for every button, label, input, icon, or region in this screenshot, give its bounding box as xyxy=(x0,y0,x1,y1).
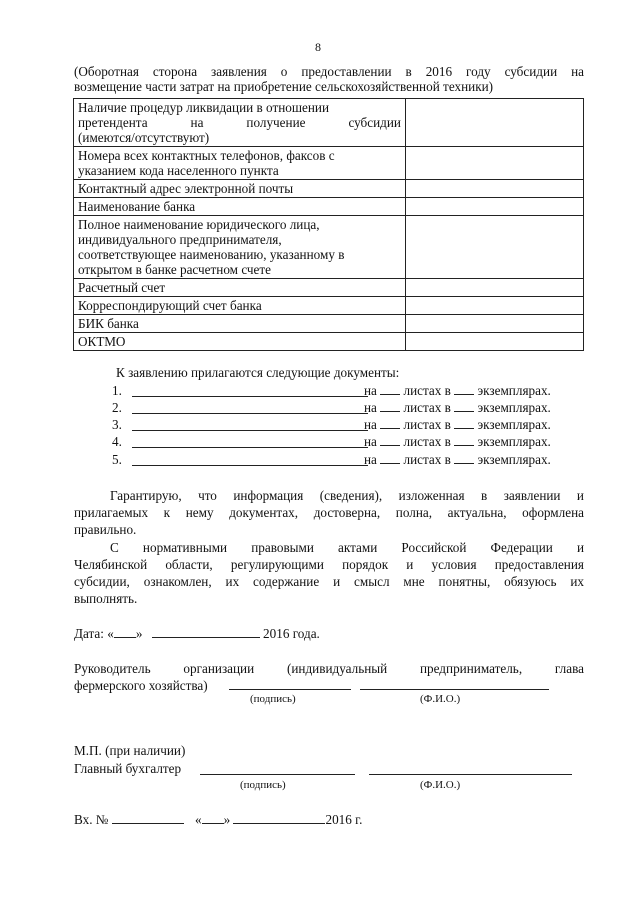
guarantee-line-3: правильно. xyxy=(74,522,137,537)
table-row xyxy=(74,315,584,333)
cell-text: Контактный адрес электронной почты xyxy=(78,181,294,196)
cell-text: (имеются/отсутствуют) xyxy=(78,130,210,145)
cell-text: Расчетный счет xyxy=(78,280,166,295)
document-number: 2. xyxy=(112,400,122,415)
sheets-count-field[interactable] xyxy=(380,452,400,464)
date-year: 2016 года. xyxy=(263,626,320,641)
document-name-field[interactable] xyxy=(132,430,368,431)
row-label-phones xyxy=(74,147,406,180)
row-value-field[interactable] xyxy=(406,198,584,216)
sheets-text: листах в xyxy=(403,383,451,398)
table-row xyxy=(74,216,584,279)
incoming-month-field[interactable] xyxy=(233,811,325,824)
on-text: на xyxy=(364,417,377,432)
accountant-sign-caption: (подпись) xyxy=(240,779,286,791)
head-fio-caption: (Ф.И.О.) xyxy=(420,693,461,705)
document-name-field[interactable] xyxy=(132,465,368,466)
incoming-close-quote: » xyxy=(223,812,231,827)
guarantee-line-1 xyxy=(74,487,584,504)
accountant-label: Главный бухгалтер xyxy=(74,761,182,776)
table-row xyxy=(74,99,584,147)
acknowledge-text: С нормативными правовыми актами Российской Федерации и xyxy=(110,540,584,555)
guarantee-text: Гарантирую, что информация (сведения), изложенная в заявлении и xyxy=(110,488,584,503)
sheets-text: листах в xyxy=(403,400,451,415)
table-row xyxy=(74,333,584,351)
cell-text: претендента на получение субсидии xyxy=(78,115,401,130)
page-number: 8 xyxy=(315,40,321,54)
row-label-full-name xyxy=(74,216,406,279)
copies-text: экземплярах. xyxy=(477,383,551,398)
copies-text: экземплярах. xyxy=(477,400,551,415)
head-fio-field[interactable] xyxy=(360,677,549,690)
cell-text: Корреспондирующий счет банка xyxy=(78,298,262,313)
acknowledge-line-3: субсидии, ознакомлен, их содержание и смысл мне понятны, обязуюсь их xyxy=(74,574,584,589)
document-line xyxy=(112,400,582,416)
sheets-text: листах в xyxy=(403,452,451,467)
cell-text: БИК банка xyxy=(78,316,139,331)
cell-text: открытом в банке расчетном счете xyxy=(78,262,272,277)
document-tail xyxy=(364,452,551,468)
copies-count-field[interactable] xyxy=(454,400,474,412)
on-text: на xyxy=(364,452,377,467)
head-signature-line-1: Руководитель организации (индивидуальный предприниматель, глава xyxy=(74,661,584,676)
date-quote: » xyxy=(135,626,143,641)
row-label-account xyxy=(74,279,406,297)
copies-count-field[interactable] xyxy=(454,383,474,395)
document-line xyxy=(112,417,582,433)
date-day-field[interactable] xyxy=(114,625,136,638)
document-number: 4. xyxy=(112,434,122,449)
cell-text: Наличие процедур ликвидации в отношении xyxy=(78,100,330,115)
cell-text: индивидуального предпринимателя, xyxy=(78,232,282,247)
document-number: 3. xyxy=(112,417,122,432)
copies-text: экземплярах. xyxy=(477,417,551,432)
cell-text: Наименование банка xyxy=(78,199,196,214)
document-name-field[interactable] xyxy=(132,413,368,414)
table-row xyxy=(74,180,584,198)
sheets-count-field[interactable] xyxy=(380,417,400,429)
cell-text: ОКТМО xyxy=(78,334,126,349)
incoming-open-quote: « xyxy=(195,812,202,827)
row-value-field[interactable] xyxy=(406,279,584,297)
row-value-field[interactable] xyxy=(406,147,584,180)
row-label-bik xyxy=(74,315,406,333)
acknowledge-line-4: выполнять. xyxy=(74,591,138,606)
head-sign-caption: (подпись) xyxy=(250,693,296,705)
incoming-year: 2016 г. xyxy=(325,812,363,827)
row-label-liquidation xyxy=(74,99,406,147)
document-tail xyxy=(364,434,551,450)
guarantee-paragraph xyxy=(74,487,584,538)
incoming-label: Вх. № xyxy=(74,812,109,827)
copies-text: экземплярах. xyxy=(477,434,551,449)
form-heading xyxy=(74,64,584,94)
row-value-field[interactable] xyxy=(406,99,584,147)
on-text: на xyxy=(364,400,377,415)
heading-line-1: (Оборотная сторона заявления о предоставлении в 2016 году субсидии на xyxy=(74,64,584,79)
row-label-bank-name xyxy=(74,198,406,216)
document-name-field[interactable] xyxy=(132,447,368,448)
document-tail xyxy=(364,400,551,416)
on-text: на xyxy=(364,434,377,449)
row-value-field[interactable] xyxy=(406,216,584,279)
table-row xyxy=(74,297,584,315)
incoming-line xyxy=(74,811,362,828)
head-sign-field[interactable] xyxy=(229,677,351,690)
document-line xyxy=(112,383,582,399)
requisites-table xyxy=(73,98,584,351)
document-line xyxy=(112,452,582,468)
date-line xyxy=(74,625,320,642)
guarantee-line-2: прилагаемых к нему документах, достоверна, полна, актуальна, оформлена xyxy=(74,505,584,520)
accountant-sign-field[interactable] xyxy=(200,761,355,775)
mp-label: М.П. (при наличии) xyxy=(74,743,186,758)
on-text: на xyxy=(364,383,377,398)
cell-text: Полное наименование юридического лица, xyxy=(78,217,320,232)
accountant-fio-caption: (Ф.И.О.) xyxy=(420,779,461,791)
sheets-text: листах в xyxy=(403,417,451,432)
row-label-oktmo xyxy=(74,333,406,351)
copies-count-field[interactable] xyxy=(454,417,474,429)
acknowledge-line-2: Челябинской области, регулирующими порядок и условия предоставления xyxy=(74,557,584,572)
acknowledge-line-1 xyxy=(74,539,584,556)
document-name-field[interactable] xyxy=(132,396,368,397)
table-row xyxy=(74,279,584,297)
row-label-corr-account xyxy=(74,297,406,315)
table-row xyxy=(74,198,584,216)
sheets-count-field[interactable] xyxy=(380,383,400,395)
incoming-day-field[interactable] xyxy=(202,811,224,824)
sheets-text: листах в xyxy=(403,434,451,449)
incoming-number-field[interactable] xyxy=(112,811,184,824)
heading-line-2: возмещение части затрат на приобретение сельскохозяйственной техники) xyxy=(74,79,494,94)
table-row xyxy=(74,147,584,180)
document-line xyxy=(112,434,582,450)
document-tail xyxy=(364,417,551,433)
cell-text: соответствующее наименованию, указанному в xyxy=(78,247,345,262)
copies-count-field[interactable] xyxy=(454,452,474,464)
row-label-email xyxy=(74,180,406,198)
date-month-field[interactable] xyxy=(152,625,260,638)
copies-text: экземплярах. xyxy=(477,452,551,467)
accountant-fio-field[interactable] xyxy=(369,761,572,775)
row-value-field[interactable] xyxy=(406,297,584,315)
row-value-field[interactable] xyxy=(406,315,584,333)
document-tail xyxy=(364,383,551,399)
acknowledge-paragraph xyxy=(74,539,584,607)
sheets-count-field[interactable] xyxy=(380,434,400,446)
head-signature-line-2: фермерского хозяйства) xyxy=(74,678,208,693)
document-number: 1. xyxy=(112,383,122,398)
date-label: Дата: « xyxy=(74,626,114,641)
row-value-field[interactable] xyxy=(406,333,584,351)
sheets-count-field[interactable] xyxy=(380,400,400,412)
cell-text: Номера всех контактных телефонов, факсов с xyxy=(78,148,335,163)
documents-intro: К заявлению прилагаются следующие документы: xyxy=(116,365,400,380)
row-value-field[interactable] xyxy=(406,180,584,198)
cell-text: указанием кода населенного пункта xyxy=(78,163,279,178)
copies-count-field[interactable] xyxy=(454,434,474,446)
document-number: 5. xyxy=(112,452,122,467)
